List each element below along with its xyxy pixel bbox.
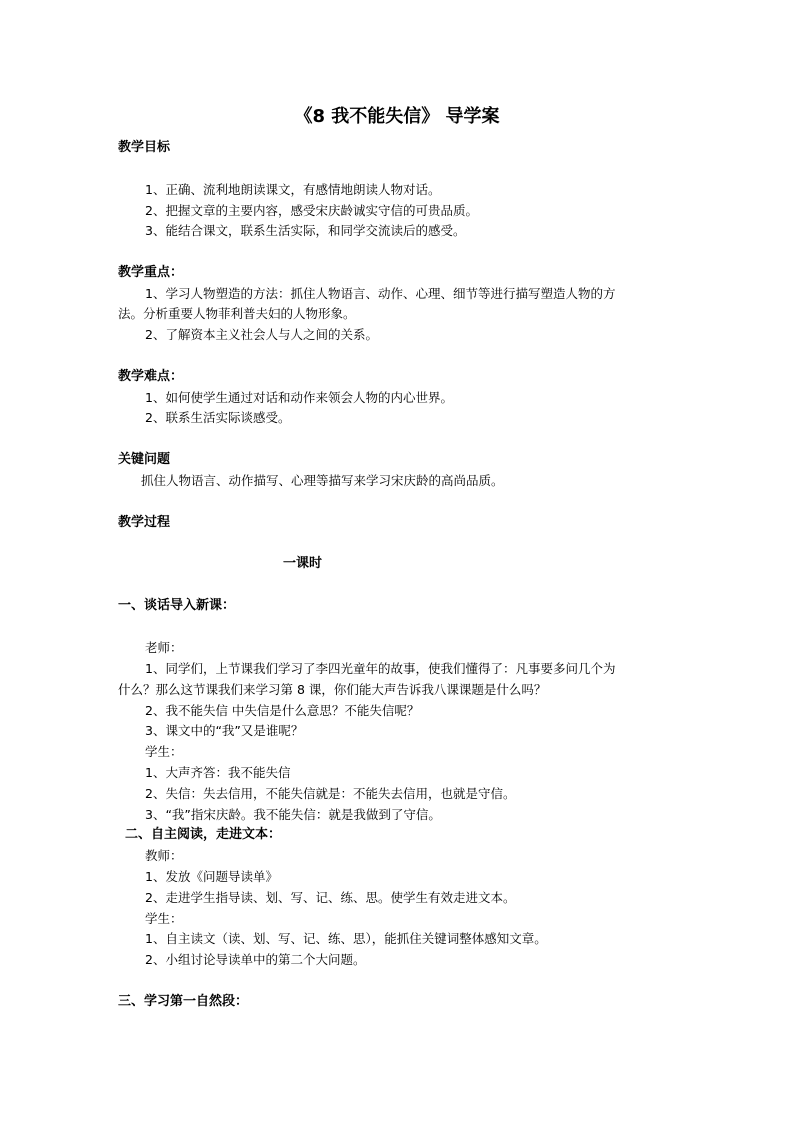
key-points-heading: 教学重点： [118, 265, 184, 280]
teacher-line-continued: 什么？那么这节课我们来学习第 8 课，你们能大声告诉我八课课题是什么吗？ [118, 682, 547, 697]
teacher-label: 教师： [145, 848, 183, 863]
difficulty-item: 2、联系生活实际谈感受。 [145, 410, 291, 425]
teacher-line: 1、发放《问题导读单》 [145, 869, 278, 884]
key-point-item: 1、学习人物塑造的方法：抓住人物语言、动作、心理、细节等进行描写塑造人物的方 [145, 286, 616, 301]
teacher-line: 2、走进学生指导读、划、写、记、练、思。使学生有效走进文本。 [145, 890, 516, 905]
teacher-line: 3、课文中的“我”又是谁呢？ [145, 723, 304, 738]
session-label: 一课时 [283, 556, 323, 571]
difficulty-item: 1、如何使学生通过对话和动作来领会人物的内心世界。 [145, 390, 453, 405]
section3-heading: 三、学习第一自然段： [118, 994, 249, 1009]
student-line: 1、大声齐答：我不能失信 [145, 765, 291, 780]
objective-item: 3、能结合课文，联系生活实际，和同学交流读后的感受。 [145, 223, 466, 238]
student-line: 2、失信：失去信用，不能失信就是：不能失去信用，也就是守信。 [145, 786, 516, 801]
objectives-heading: 教学目标 [118, 140, 171, 155]
process-heading: 教学过程 [118, 515, 171, 530]
student-line: 1、自主读文（读、划、写、记、练、思），能抓住关键词整体感知文章。 [145, 931, 547, 946]
teacher-line: 1、同学们，上节课我们学习了李四光童年的故事，使我们懂得了：凡事要多问几个为 [145, 661, 616, 676]
student-line: 3、“我”指宋庆龄。我不能失信：就是我做到了守信。 [145, 807, 441, 822]
section1-heading: 一、谈话导入新课： [118, 598, 236, 613]
key-point-item: 2、了解资本主义社会人与人之间的关系。 [145, 327, 378, 342]
teacher-line: 2、我不能失信 中失信是什么意思？不能失信呢？ [145, 703, 420, 718]
difficulties-heading: 教学难点： [118, 369, 184, 384]
section2-heading: 二、自主阅读，走进文本： [125, 827, 282, 842]
student-label: 学生： [145, 744, 183, 759]
student-label: 学生： [145, 911, 183, 926]
key-question-text: 抓住人物语言、动作描写、心理等描写来学习宋庆龄的高尚品质。 [141, 473, 504, 488]
key-point-item-continued: 法。分析重要人物菲利普夫妇的人物形象。 [118, 306, 356, 321]
key-question-heading: 关键问题 [118, 452, 171, 467]
objective-item: 2、把握文章的主要内容，感受宋庆龄诚实守信的可贵品质。 [145, 203, 478, 218]
document-title: 《8 我不能失信》 导学案 [294, 106, 500, 127]
student-line: 2、小组讨论导读单中的第二个大问题。 [145, 952, 366, 967]
objective-item: 1、正确、流利地朗读课文，有感情地朗读人物对话。 [145, 182, 441, 197]
teacher-label: 老师： [145, 640, 183, 655]
